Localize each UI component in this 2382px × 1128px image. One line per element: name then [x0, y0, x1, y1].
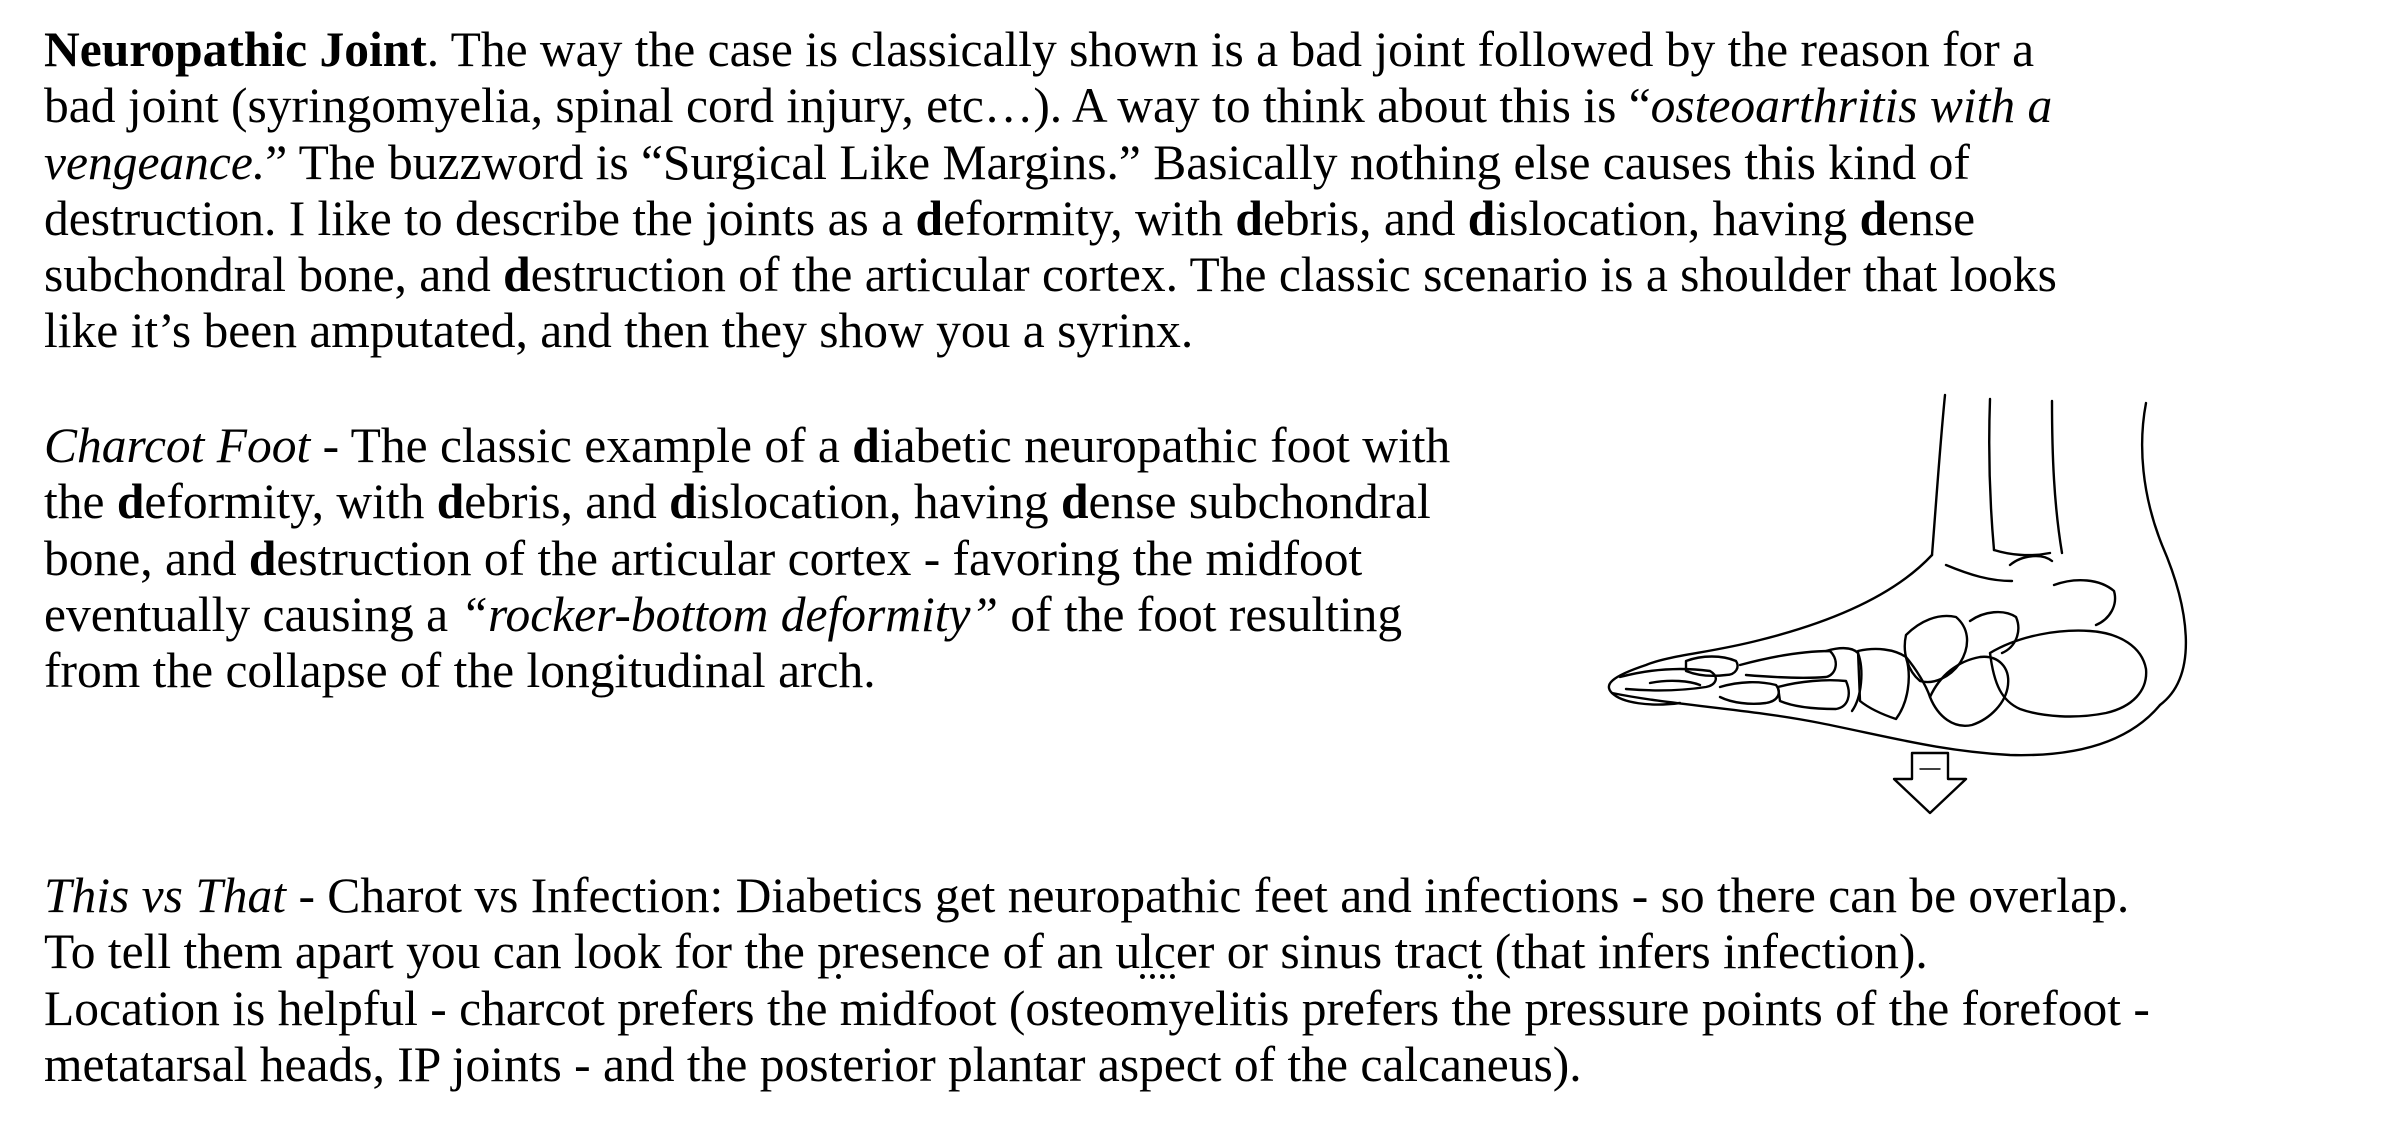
text-line: [44, 418, 1450, 474]
text-span: eformity, with: [943, 190, 1236, 246]
text-span: eventually causing a: [44, 586, 461, 642]
text-line: [44, 474, 1450, 530]
text-span: estruction of the articular cortex. The classic scenario is a shoulder that looks: [530, 247, 2057, 303]
text-span: iabetic neuropathic foot with: [879, 418, 1451, 473]
text-span: er or sinus trac: [1175, 924, 1469, 980]
bold-letter: d: [669, 474, 697, 530]
text-span: bone, and: [44, 530, 249, 586]
bold-letter: d: [248, 530, 277, 586]
text-span: estruction of the articular cortex - favoring the midfoot: [276, 530, 1363, 586]
text-span: ense subchondral: [1088, 474, 1431, 530]
text-line: [44, 924, 2150, 980]
text-span: - The classic example of a: [310, 418, 853, 473]
bold-letter: d: [1060, 474, 1089, 530]
paragraph-this-vs-that: [44, 868, 2150, 1093]
italic-quote: vengeance.: [44, 134, 266, 190]
text-span: subchondral bone, and: [44, 247, 504, 303]
text-span: . The way the case is classically shown is a bad joint followed by the reason for a: [426, 22, 2035, 77]
text-span: bad joint (syringomyelia, spinal cord injury, etc…). A way to think about this is “: [44, 78, 1651, 134]
section-title-charcot-foot: Charcot Foot: [44, 418, 311, 473]
text-line: [44, 868, 2150, 924]
text-span: islocation, having: [696, 474, 1061, 530]
charcot-foot-illustration-icon: [1590, 385, 2220, 825]
text-span: ” The buzzword is “Surgical Like Margins.” Basically nothing else causes this kind of: [265, 134, 1970, 190]
text-line: [44, 191, 2057, 247]
text-line: like it’s been amputated, and then they show you a syrinx.: [44, 303, 1194, 359]
italic-quote: “rocker-bottom deformity”: [460, 586, 998, 642]
bold-letter: d: [503, 247, 531, 303]
text-span: resence of an u: [841, 924, 1141, 980]
text-line: [44, 247, 2057, 303]
text-span: the: [44, 474, 117, 530]
bold-letter: d: [1235, 190, 1263, 246]
bold-letter: d: [116, 474, 145, 530]
underlined-letter: t: [1468, 924, 1483, 980]
down-arrow-icon: [1894, 753, 1966, 813]
text-line: [44, 531, 1450, 587]
bold-letter: d: [1467, 190, 1496, 246]
text-span: ense: [1887, 190, 1976, 246]
text-span: of the foot resulting: [997, 586, 1403, 642]
text-span: To tell them apart you can look for the: [44, 924, 818, 980]
text-span: islocation, having: [1495, 190, 1860, 246]
text-span: ebris, and: [464, 474, 670, 530]
text-span: ebris, and: [1262, 190, 1468, 246]
paragraph-charcot-foot: [44, 418, 1450, 699]
bold-letter: d: [436, 474, 465, 530]
text-line: [44, 587, 1450, 643]
italic-quote: osteoarthritis with a: [1650, 78, 2053, 134]
text-line: Location is helpful - charcot prefers the midfoot (osteomyelitis prefers the pressure points of the forefoot -: [44, 980, 2150, 1036]
underlined-letter: lc: [1140, 924, 1176, 980]
text-line: [44, 22, 2057, 78]
bold-letter: d: [915, 190, 944, 246]
paragraph-neuropathic-joint: [44, 22, 2057, 360]
section-title-neuropathic-joint: Neuropathic Joint: [44, 22, 427, 77]
text-line: [44, 135, 2057, 191]
text-span: destruction. I like to describe the joints as a: [44, 190, 916, 246]
text-line: from the collapse of the longitudinal arch.: [44, 643, 876, 699]
text-span: eformity, with: [144, 474, 437, 530]
underlined-letter: p: [817, 924, 842, 980]
section-title-this-vs-that: This vs That: [44, 868, 287, 923]
text-line: [44, 78, 2057, 134]
text-span: - Charot vs Infection: Diabetics get neuropathic feet and infections - so there can be overlap.: [286, 868, 2130, 923]
bold-letter: d: [1859, 190, 1888, 246]
text-line: metatarsal heads, IP joints - and the posterior plantar aspect of the calcaneus).: [44, 1036, 1582, 1092]
bold-letter: d: [852, 418, 880, 473]
text-span: (that infers infection).: [1482, 924, 1928, 980]
